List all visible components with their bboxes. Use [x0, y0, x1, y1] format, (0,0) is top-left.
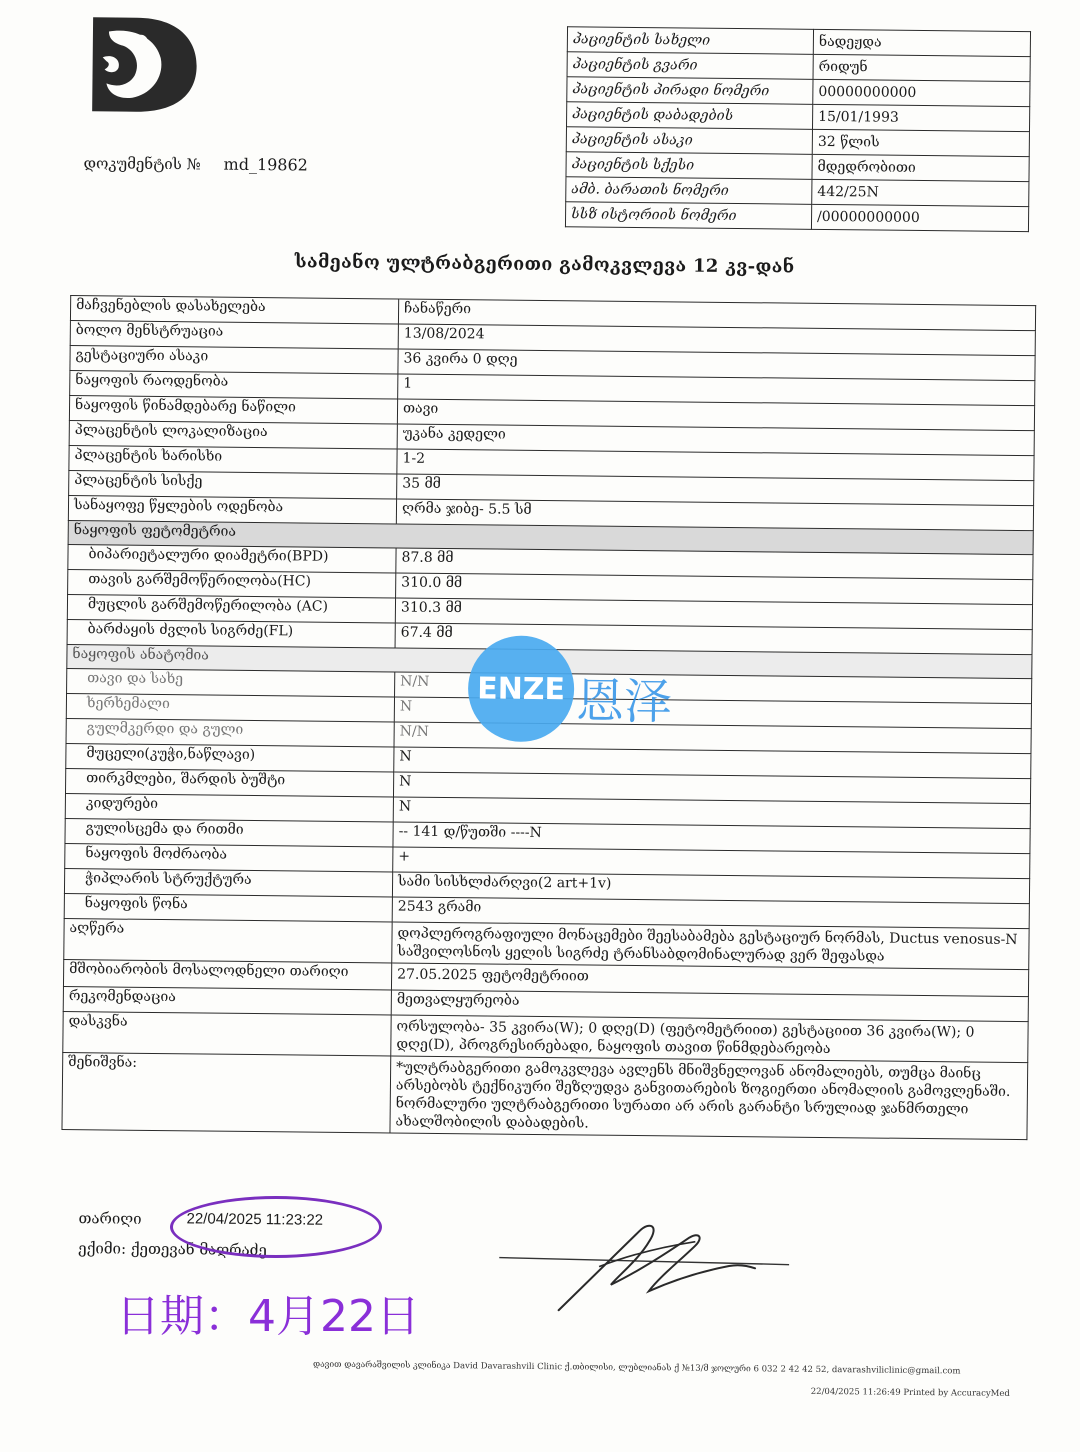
exam-row-label: ნაყოფის წინამდებარე ნაწილი	[69, 396, 397, 424]
report-title: სამეანო ულტრაბგერითი გამოკვლევა 12 კვ-დან	[294, 251, 795, 278]
exam-date-value: 22/04/2025 11:23:22	[186, 1210, 324, 1229]
anatomy-row-label: ნაყოფის მოძრაობა	[65, 844, 393, 872]
anatomy-row-value: N/N	[394, 722, 1031, 754]
biometry-row-label: მუცლის გარშემოწერილობა (AC)	[67, 595, 395, 623]
description-line-2: საშვილოსნოს ყელის სიგრძე ტრანსაბდომინალურად ვერ შეფასდა	[397, 943, 885, 965]
exam-row-value: თავი	[397, 399, 1034, 431]
patient-row-label: პაციენტის დაბადების	[567, 102, 813, 130]
patient-info-table	[565, 26, 1031, 232]
biometry-row-value: 310.0 მმ	[396, 573, 1033, 605]
exam-row-label: პლაცენტის ლოკალიზაცია	[69, 421, 397, 449]
patient-row-label: პაციენტის ასაკი	[566, 127, 812, 155]
due-date-row-value: 27.05.2025 ფეტომეტრიით	[391, 963, 1028, 997]
patient-row-value: ნადეჟდა	[813, 29, 1030, 56]
anatomy-row-label: თირკმლები, შარდის ბუშტი	[65, 769, 393, 797]
document-number	[84, 153, 308, 174]
doctor-signature-icon	[499, 1210, 800, 1323]
biometry-row-label: თავის გარშემოწერილობა(HC)	[68, 570, 396, 598]
patient-row-label: სსზ ისტორიის ნომერი	[565, 202, 811, 230]
patient-row-value: მდედრობითი	[812, 154, 1029, 181]
patient-row-label: ამბ. ბარათის ნომერი	[566, 177, 812, 205]
exam-date	[78, 1209, 324, 1229]
biometry-row-value: 310.3 მმ	[395, 598, 1032, 630]
exam-row-label: პლაცენტის ხარისხი	[69, 446, 397, 474]
description-line-1: დოპლეროგრაფიული მონაცემები შეესაბამება გესტაციურ ნორმას, Ductus venosus-N	[397, 925, 1018, 949]
doctor-name: ქეთევან მაღრაძე	[130, 1239, 267, 1260]
watermark-text-zh: 恩泽	[575, 673, 673, 731]
recommendation-row-label: რეკომენდაცია	[63, 987, 391, 1015]
exam-row-value: 1-2	[397, 449, 1034, 481]
patient-row-value: 442/25N	[812, 179, 1029, 206]
anatomy-row-label: კიდურები	[65, 794, 393, 822]
exam-row-label: ბოლო მენსტრუაცია	[70, 321, 398, 349]
recommendation-row-value: მეთვალყურეობა	[391, 990, 1028, 1022]
anatomy-row-label: ჭიპლარის სტრუქტურა	[64, 869, 392, 897]
patient-row-label: პაციენტის სახელი	[567, 27, 813, 55]
anatomy-row-value: -- 141 დ/წუთში ----N	[393, 822, 1030, 854]
anatomy-row-value: N	[394, 697, 1031, 729]
enze-watermark	[468, 635, 709, 748]
exam-row-label: პლაცენტის სისქე	[69, 471, 397, 499]
exam-row-value: უკანა კედელი	[397, 424, 1034, 456]
doctor-label: ექიმი:	[78, 1239, 127, 1258]
document-number-value: md_19862	[223, 154, 309, 175]
remark-row-value: *ულტრაბგერითი გამოკვლევა ავლენს მნიშვნელოვან ანომალიებს, თუმცა მაინც არსებობს ტექნიკური შეზღუდვა განვითარების ზოგიერთი ანომალიის გამოვლენაში. ნორმალური ულტრაბგერითი სურათი არ არის გარანტი სრულიად ჯანმრთელი ახალშობილის დაბადების.	[390, 1056, 1028, 1140]
patient-row-value: 00000000000	[813, 79, 1030, 106]
patient-row-label: პაციენტის გვარი	[567, 52, 813, 80]
patient-row-value: რიდუნ	[813, 54, 1030, 81]
biometry-section-header-label: ნაყოფის ფეტომეტრია	[68, 521, 1033, 555]
anatomy-row-value: N	[393, 772, 1030, 804]
exam-row-label: გესტაციური ასაკი	[70, 346, 398, 374]
exam-row-label: ნაყოფის რაოდენობა	[70, 371, 398, 399]
biometry-row-label: ბარძაყის ძვლის სიგრძე(FL)	[67, 620, 395, 648]
footer-printed: 22/04/2025 11:26:49 Printed by AccuracyMed	[810, 1386, 1010, 1399]
remark-row	[62, 1053, 1028, 1140]
anatomy-row-label: ნაყოფის წონა	[64, 894, 392, 922]
patient-row-value: 32 წლის	[812, 129, 1029, 156]
remark-row-label: შენიშვნა:	[62, 1053, 391, 1133]
exam-row-label: მაჩვენებლის დასახელება	[70, 296, 398, 324]
exam-row-value: 1	[398, 374, 1035, 406]
anatomy-row-label: გულისცემა და რითმი	[65, 819, 393, 847]
patient-row-label: პაციენტის სქესი	[566, 152, 812, 180]
anatomy-row-label: თავი და სახე	[67, 669, 395, 697]
patient-row-value: 15/01/1993	[812, 104, 1029, 131]
due-date-row-label: მშობიარობის მოსალოდნელი თარიღი	[63, 960, 391, 990]
anatomy-section-header-label: ნაყოფის ანატომია	[67, 645, 1032, 679]
anatomy-row-value: N	[394, 747, 1031, 779]
biometry-row-value: 87.8 მმ	[396, 548, 1033, 580]
anatomy-row-value: N	[393, 797, 1030, 829]
anatomy-row-value: სამი სისხლძარღვი(2 art+1v)	[392, 872, 1029, 904]
biometry-row-value: 67.4 მმ	[395, 623, 1032, 655]
description-value	[392, 922, 1029, 970]
exam-row-value: ღრმა ჯიბე- 5.5 სმ	[396, 499, 1033, 531]
exam-row-value: 13/08/2024	[398, 324, 1035, 356]
conclusion-row-label: დასკვნა	[63, 1012, 391, 1056]
date-annotation: 日期：4月22日	[116, 1291, 420, 1342]
patient-row	[565, 202, 1028, 232]
patient-row-label: პაციენტის პირადი ნომერი	[567, 77, 813, 105]
document-number-label: დოკუმენტის №	[83, 154, 201, 174]
description-label: აღწერა	[64, 919, 392, 963]
patient-row-value: /00000000000	[811, 204, 1028, 231]
clinic-logo-icon	[78, 7, 199, 120]
footer-clinic-info: დავით დავარაშვილის კლინიკა David Davarashvili Clinic ქ.თბილისი, ლუბლიანას ქ №13/მ ჯოლური 6 032 2 42 42 52, davarashviliclinic@gmail.com	[312, 1359, 961, 1377]
anatomy-row-value: N/N	[395, 672, 1032, 704]
conclusion-row-value: ორსულობა- 35 კვირა(W); 0 დღე(D) (ფეტომეტრიით) გესტაციით 36 კვირა(W); 0 დღე(D), პროგრესირებადი, ნაყოფის თავით წინმდებარეობა	[391, 1015, 1028, 1063]
watermark-text-en: ENZE	[476, 671, 566, 708]
exam-row-value: 35 მმ	[397, 474, 1034, 506]
date-highlight-oval	[170, 1196, 382, 1258]
anatomy-row-label: მუცელი(კუჭი,ნაწლავი)	[66, 744, 394, 772]
biometry-row-label: ბიპარიეტალური დიამეტრი(BPD)	[68, 545, 396, 573]
anatomy-row-label: გულმკერდი და გული	[66, 719, 394, 747]
exam-row-label: სანაყოფე წყლების ოდენობა	[68, 496, 396, 524]
anatomy-row-value: 2543 გრამი	[392, 897, 1029, 929]
anatomy-row-value: +	[393, 847, 1030, 879]
exam-row-value: 36 კვირა 0 დღე	[398, 349, 1035, 381]
exam-date-label: თარიღი	[78, 1209, 142, 1228]
anatomy-row-label: ხერხემალი	[66, 694, 394, 722]
exam-row-value: ჩანაწერი	[398, 299, 1035, 331]
